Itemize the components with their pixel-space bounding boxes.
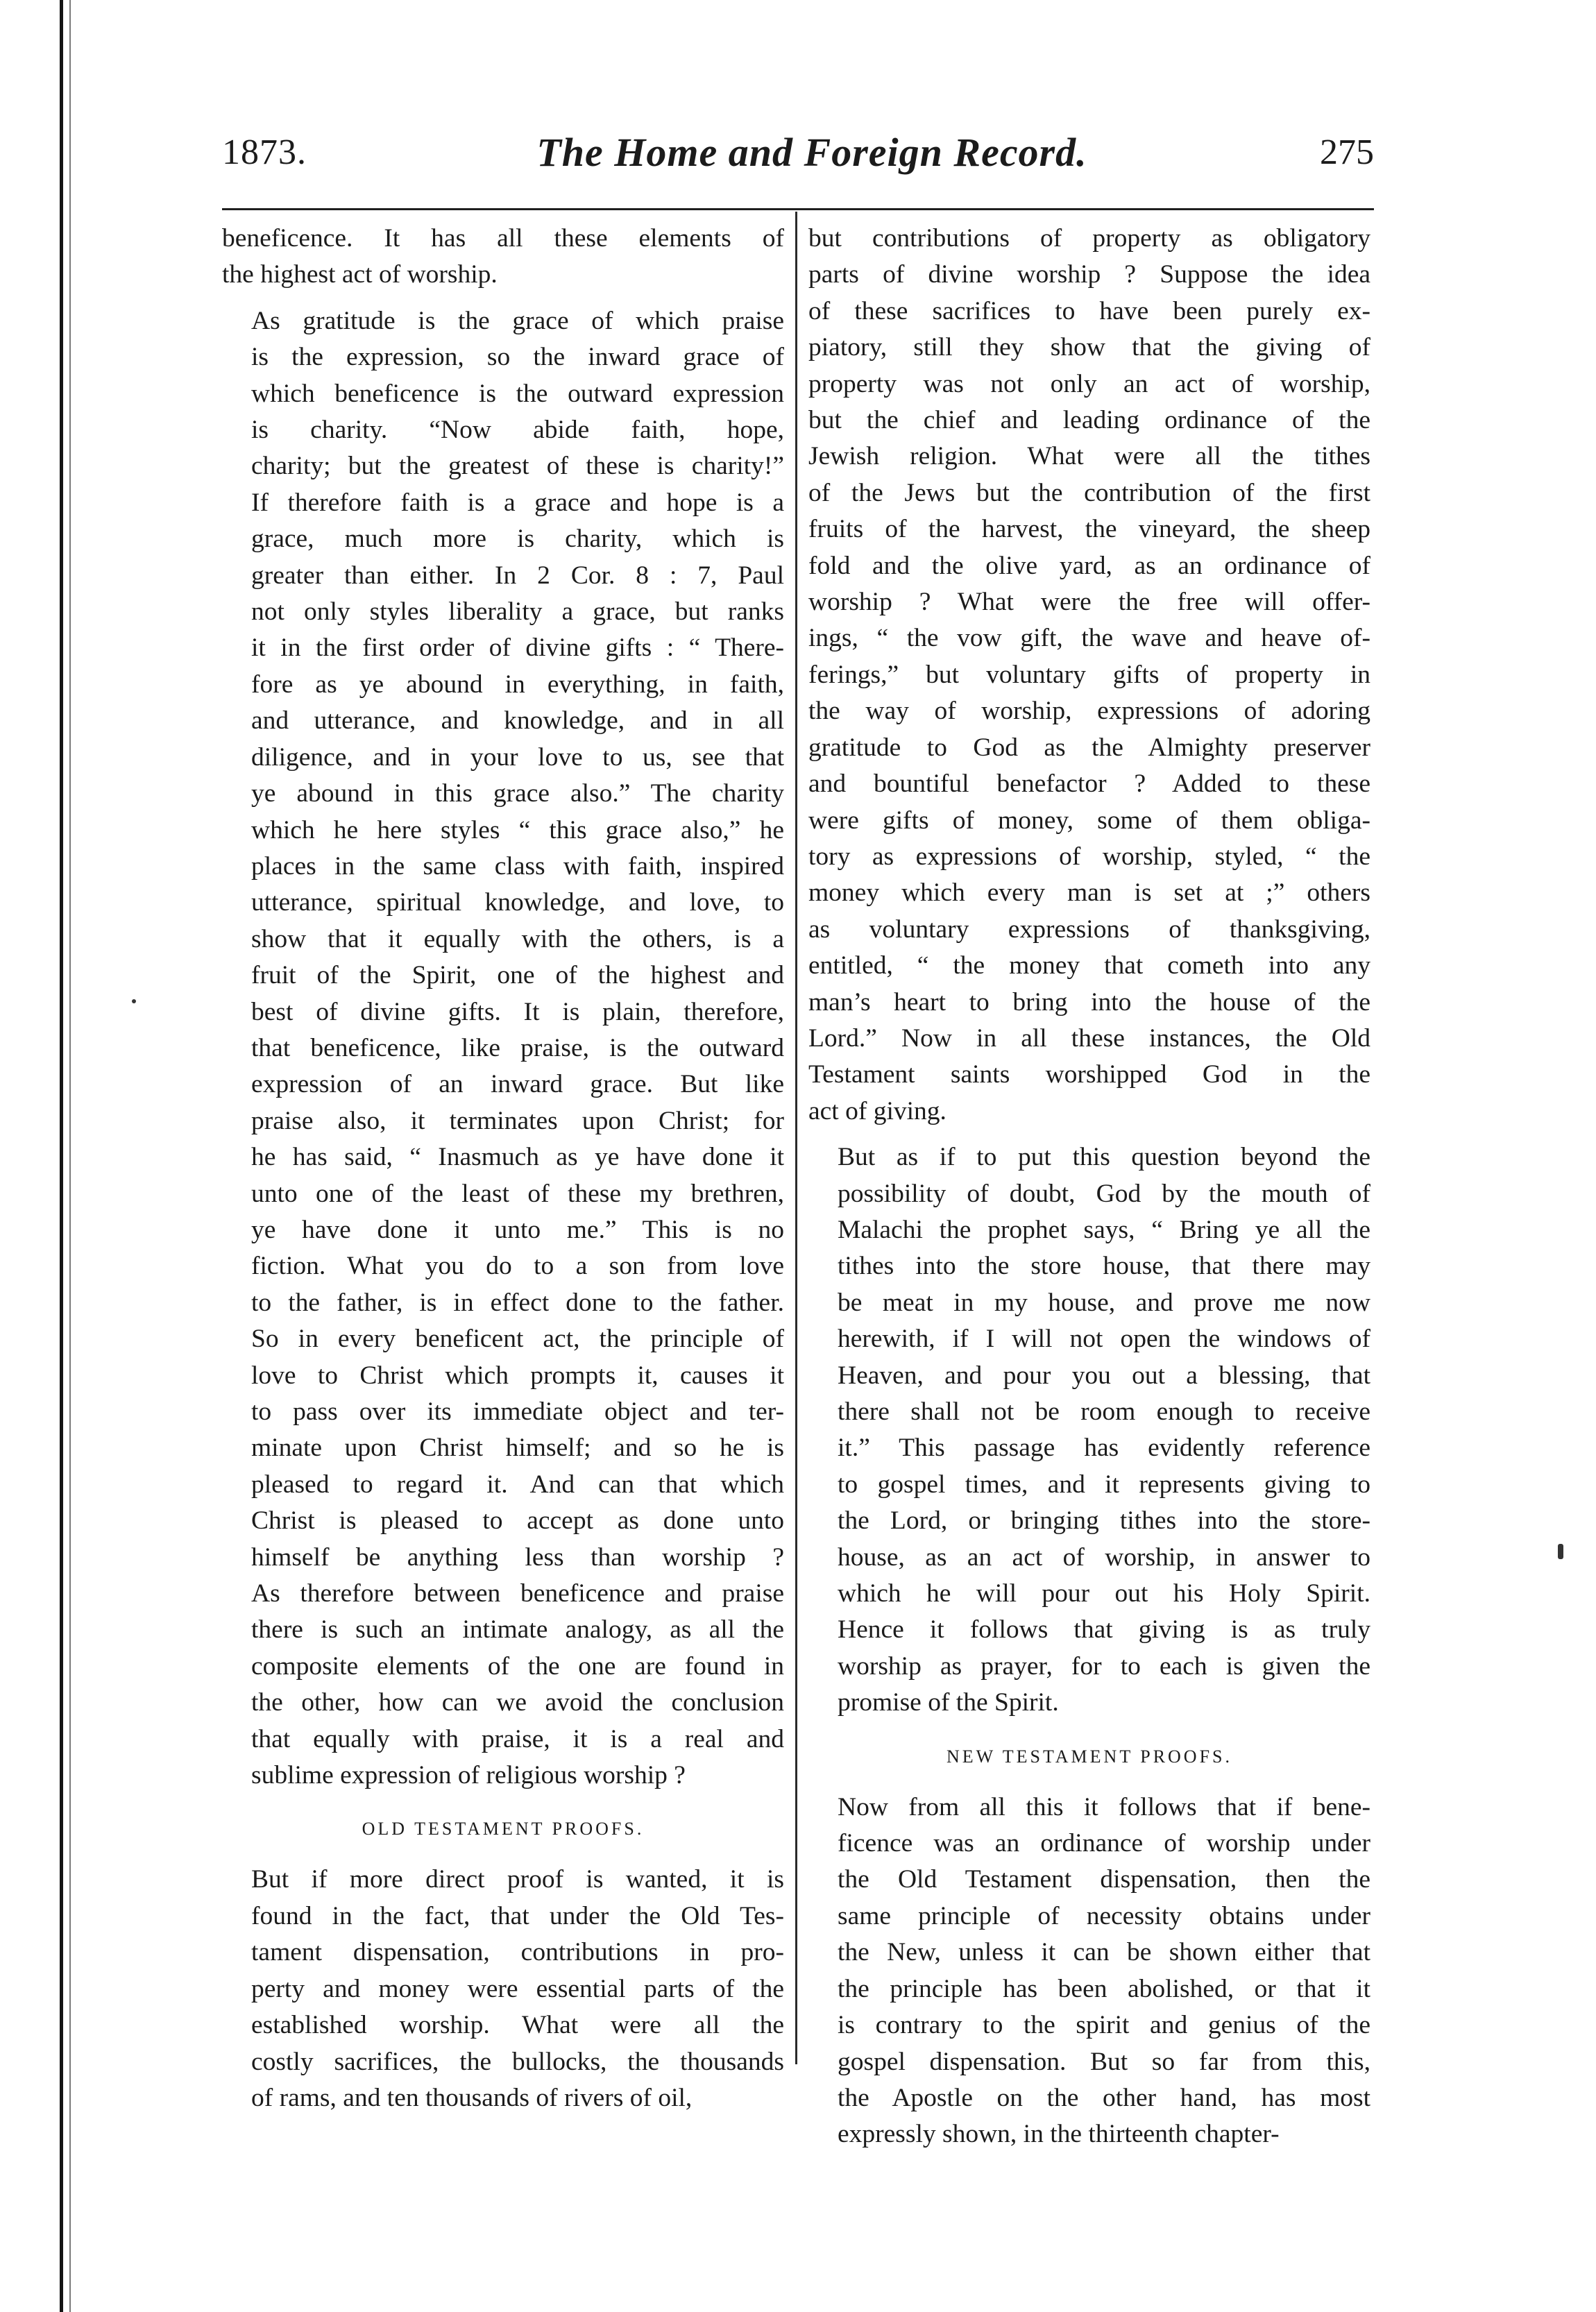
header-rule	[222, 208, 1374, 210]
text-line: unto one of the least of these my brethren,	[251, 1179, 784, 1208]
text-line: fore as ye abound in everything, in faith,	[251, 670, 784, 699]
text-line: gratitude to God as the Almighty preserver	[808, 733, 1370, 762]
text-line: costly sacrifices, the bullocks, the thousands	[251, 2047, 784, 2076]
text-line: As therefore between beneficence and praise	[251, 1579, 784, 1608]
text-line: places in the same class with faith, inspired	[251, 851, 784, 881]
text-line: is the expression, so the inward grace of	[251, 343, 784, 372]
text-line: pleased to regard it. And can that which	[251, 1470, 784, 1499]
scan-speck	[132, 999, 136, 1003]
text-line: Malachi the prophet says, “ Bring ye all the	[838, 1215, 1370, 1244]
text-line: of the Jews but the contribution of the first	[808, 478, 1370, 507]
text-line: ye have done it unto me.” This is no	[251, 1215, 784, 1244]
text-line: beneficence. It has all these elements of	[222, 224, 784, 253]
new-testament-heading: NEW TESTAMENT PROOFS.	[946, 1746, 1233, 1767]
text-line: show that it equally with the others, is a	[251, 924, 784, 953]
text-line: found in the fact, that under the Old Tes-	[251, 1901, 784, 1930]
text-line: entitled, “ the money that cometh into any	[808, 951, 1370, 980]
text-line: greater than either. In 2 Cor. 8 : 7, Paul	[251, 561, 784, 590]
text-line: composite elements of the one are found in	[251, 1651, 784, 1681]
text-line: piatory, still they show that the giving of	[808, 333, 1370, 362]
left-paragraph-3	[222, 1862, 784, 2116]
text-line: he has said, “ Inasmuch as ye have done it	[251, 1143, 784, 1172]
right-paragraph-2	[808, 1139, 1370, 1722]
text-line: ings, “ the vow gift, the wave and heave of-	[808, 624, 1370, 653]
text-line: As gratitude is the grace of which praise	[251, 306, 784, 335]
text-line: So in every beneficent act, the principle of	[251, 1325, 784, 1354]
text-line: fold and the olive yard, as an ordinance of	[808, 551, 1370, 580]
right-paragraph-3	[808, 1790, 1370, 2153]
scan-binding-shadow	[69, 0, 71, 2312]
text-line: ficence was an ordinance of worship under	[838, 1829, 1370, 1858]
text-line: act of giving.	[808, 1096, 946, 1125]
right-paragraph-1	[808, 221, 1370, 1130]
text-line: parts of divine worship ? Suppose the idea	[808, 260, 1370, 289]
text-line: that beneficence, like praise, is the outward	[251, 1033, 784, 1062]
text-line: Testament saints worshipped God in the	[808, 1060, 1370, 1089]
old-testament-heading: OLD TESTAMENT PROOFS.	[362, 1819, 645, 1839]
left-column	[222, 221, 784, 2116]
text-line: expressly shown, in the thirteenth chapter-	[838, 2120, 1280, 2149]
text-line: not only styles liberality a grace, but ranks	[251, 597, 784, 627]
text-line: there shall not be room enough to receive	[838, 1397, 1370, 1426]
text-line: grace, much more is charity, which is	[251, 525, 784, 554]
text-line: fiction. What you do to a son from love	[251, 1252, 784, 1281]
text-line: Now from all this it follows that if bene-	[838, 1792, 1370, 1821]
text-line: the New, unless it can be shown either that	[838, 1938, 1370, 1967]
text-line: tament dispensation, contributions in pro-	[251, 1938, 784, 1967]
text-line: worship ? What were the free will offer-	[808, 588, 1370, 617]
text-line: that equally with praise, it is a real and	[251, 1724, 784, 1753]
text-line: himself be anything less than worship ?	[251, 1542, 784, 1572]
text-line: but contributions of property as obligatory	[808, 224, 1370, 253]
text-line: property was not only an act of worship,	[808, 369, 1370, 398]
text-line: minate upon Christ himself; and so he is	[251, 1434, 784, 1463]
journal-title: The Home and Foreign Record.	[536, 130, 1087, 175]
scan-binding-edge	[60, 0, 63, 2312]
text-line: Lord.” Now in all these instances, the Old	[808, 1023, 1370, 1053]
text-line: sublime expression of religious worship ?	[251, 1761, 686, 1790]
text-line: is contrary to the spirit and genius of the	[838, 2011, 1370, 2040]
page-number: 275	[1320, 133, 1374, 172]
text-line: If therefore faith is a grace and hope is a	[251, 488, 784, 517]
text-line: Heaven, and pour you out a blessing, that	[838, 1361, 1370, 1390]
scan-speck	[1558, 1544, 1563, 1559]
text-line: utterance, spiritual knowledge, and love, to	[251, 888, 784, 917]
text-line: is charity. “Now abide faith, hope,	[251, 416, 784, 445]
text-line: ye abound in this grace also.” The charity	[251, 779, 784, 808]
text-line: it.” This passage has evidently reference	[838, 1434, 1370, 1463]
text-line: and utterance, and knowledge, and in all	[251, 706, 784, 736]
text-line: tory as expressions of worship, styled, “ the	[808, 842, 1370, 871]
text-line: the highest act of worship.	[222, 260, 498, 289]
text-line: as voluntary expressions of thanksgiving,	[808, 915, 1370, 944]
text-line: Hence it follows that giving is as truly	[838, 1615, 1370, 1644]
text-line: which he here styles “ this grace also,” he	[251, 815, 784, 844]
text-line: diligence, and in your love to us, see that	[251, 742, 784, 772]
text-line: ferings,” but voluntary gifts of property in	[808, 660, 1370, 689]
text-line: herewith, if I will not open the windows of	[838, 1325, 1370, 1354]
text-line: perty and money were essential parts of the	[251, 1974, 784, 2003]
text-line: of rams, and ten thousands of rivers of oil,	[251, 2083, 693, 2112]
text-line: But if more direct proof is wanted, it is	[251, 1865, 784, 1894]
text-line: of these sacrifices to have been purely ex-	[808, 296, 1370, 325]
left-paragraph-2	[222, 303, 784, 1794]
left-paragraph-1	[222, 221, 784, 294]
text-line: gospel dispensation. But so far from this,	[838, 2047, 1370, 2076]
column-divider	[795, 212, 797, 2064]
text-line: the Old Testament dispensation, then the	[838, 1865, 1370, 1894]
text-line: best of divine gifts. It is plain, therefore,	[251, 997, 784, 1026]
text-line: the way of worship, expressions of adoring	[808, 697, 1370, 726]
right-column	[808, 221, 1370, 2153]
text-line: expression of an inward grace. But like	[251, 1070, 784, 1099]
text-line: the principle has been abolished, or that it	[838, 1974, 1370, 2003]
text-line: Jewish religion. What were all the tithes	[808, 442, 1370, 471]
text-line: praise also, it terminates upon Christ; for	[251, 1106, 784, 1135]
text-line: possibility of doubt, God by the mouth of	[838, 1179, 1370, 1208]
text-line: tithes into the store house, that there may	[838, 1252, 1370, 1281]
text-line: charity; but the greatest of these is charity!”	[251, 452, 784, 481]
text-line: and bountiful benefactor ? Added to these	[808, 770, 1370, 799]
text-line: the Apostle on the other hand, has most	[838, 2083, 1370, 2112]
text-line: fruits of the harvest, the vineyard, the sheep	[808, 515, 1370, 544]
text-line: house, as an act of worship, in answer to	[838, 1542, 1370, 1572]
text-line: worship as prayer, for to each is given the	[838, 1651, 1370, 1681]
text-line: the other, how can we avoid the conclusion	[251, 1688, 784, 1717]
text-line: to gospel times, and it represents giving to	[838, 1470, 1370, 1499]
running-header	[222, 132, 1374, 194]
text-line: be meat in my house, and prove me now	[838, 1288, 1370, 1317]
text-line: money which every man is set at ;” others	[808, 878, 1370, 908]
text-line: which he will pour out his Holy Spirit.	[838, 1579, 1370, 1608]
text-line: love to Christ which prompts it, causes it	[251, 1361, 784, 1390]
text-line: fruit of the Spirit, one of the highest and	[251, 961, 784, 990]
text-line: the Lord, or bringing tithes into the store-	[838, 1506, 1370, 1536]
text-line: it in the first order of divine gifts : “ There-	[251, 634, 784, 663]
text-line: But as if to put this question beyond the	[838, 1143, 1370, 1172]
header-year: 1873.	[222, 133, 307, 172]
text-line: there is such an intimate analogy, as all the	[251, 1615, 784, 1644]
text-line: man’s heart to bring into the house of the	[808, 987, 1370, 1017]
text-line: to pass over its immediate object and ter-	[251, 1397, 784, 1426]
text-line: established worship. What were all the	[251, 2011, 784, 2040]
text-line: which beneficence is the outward expression	[251, 379, 784, 408]
text-line: but the chief and leading ordinance of the	[808, 406, 1370, 435]
text-line: same principle of necessity obtains under	[838, 1901, 1370, 1930]
text-line: Christ is pleased to accept as done unto	[251, 1506, 784, 1536]
text-line: were gifts of money, some of them obliga-	[808, 806, 1370, 835]
text-line: to the father, is in effect done to the father.	[251, 1288, 784, 1317]
text-line: promise of the Spirit.	[838, 1688, 1059, 1717]
